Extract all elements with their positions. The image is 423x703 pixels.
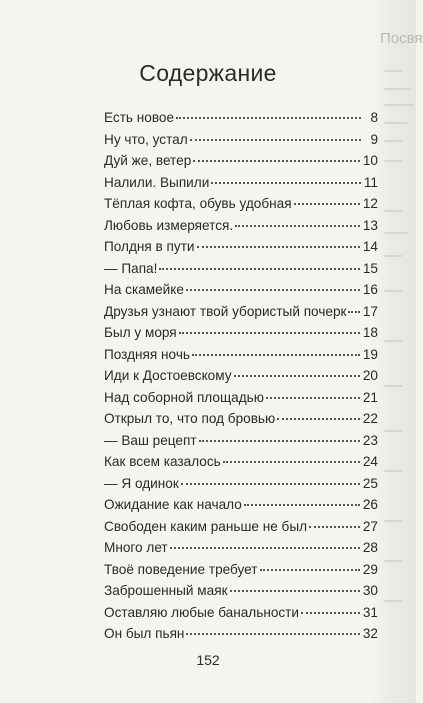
toc-entry — [104, 215, 378, 237]
dot-leader — [192, 353, 360, 356]
facing-page-text-line — [384, 140, 402, 142]
dot-leader — [193, 159, 360, 162]
toc-entry-title: Дуй же, ветер — [104, 153, 192, 168]
toc-entry — [104, 236, 378, 258]
toc-entry-title: Поздняя ночь — [104, 346, 190, 362]
toc-entry-page: 13 — [362, 217, 378, 233]
toc-entry — [104, 344, 378, 366]
toc-entry-title: Есть новое — [104, 110, 175, 125]
dot-leader — [190, 138, 361, 141]
dot-leader — [234, 374, 360, 377]
facing-page-text-line — [384, 470, 402, 472]
toc-entry-page: 31 — [362, 604, 378, 620]
dot-leader — [170, 546, 360, 549]
toc-entry-page: 23 — [362, 432, 378, 448]
toc-entry — [104, 451, 378, 473]
dot-leader — [277, 417, 360, 420]
toc-entry-title: Друзья узнают твой убористый почерк — [104, 303, 347, 319]
toc-entry-title: — Папа! — [104, 260, 158, 276]
dot-leader — [294, 202, 360, 205]
dot-leader — [186, 632, 359, 635]
toc-entry-title: — Ваш рецепт — [104, 432, 197, 448]
toc-entry — [104, 430, 378, 452]
dot-leader — [230, 589, 360, 592]
dot-leader — [199, 439, 360, 442]
facing-page-text-line — [384, 340, 402, 342]
toc-entry-page: 24 — [362, 454, 378, 469]
toc-entry — [104, 258, 378, 280]
toc-entry-title: Открыл то, что под бровью — [104, 411, 276, 426]
toc-entry-page: 18 — [362, 325, 378, 340]
toc-entry — [104, 516, 378, 538]
facing-page-text-line — [384, 160, 402, 162]
toc-entry-page: 28 — [362, 540, 378, 555]
toc-entry-page: 30 — [362, 583, 378, 598]
toc-entry — [104, 107, 378, 129]
toc-entry-title: Заброшенный маяк — [104, 583, 228, 598]
toc-entry-page: 9 — [370, 131, 378, 147]
toc-entry-page: 17 — [362, 303, 378, 319]
facing-page-text-line — [384, 430, 402, 432]
toc-entry — [104, 387, 378, 409]
facing-page-bleed — [372, 0, 423, 703]
toc-entry-title: Свободен каким раньше не был — [104, 518, 308, 534]
facing-page-text-line — [384, 88, 411, 90]
toc-entry — [104, 279, 378, 301]
toc-entry — [104, 172, 378, 194]
dot-leader — [266, 396, 360, 399]
toc-entry-title: Он был пьян — [104, 626, 185, 641]
toc-entry-title: — Я одинок — [104, 475, 179, 491]
dot-leader — [235, 224, 360, 227]
toc-entry-page: 27 — [362, 518, 378, 534]
toc-entry — [104, 150, 378, 172]
toc-entry-title: Был у моря — [104, 325, 177, 340]
toc-entry — [104, 193, 378, 215]
facing-page-text-line — [384, 385, 402, 387]
toc-entry — [104, 494, 378, 516]
toc-entry-title: Тёплая кофта, обувь удобная — [104, 196, 292, 211]
toc-entry — [104, 408, 378, 430]
toc-entry-title: Налили. Выпили — [104, 174, 210, 190]
toc-entry-title: Твоё поведение требует — [104, 561, 258, 577]
dot-leader — [181, 482, 360, 485]
toc-entry-page: 19 — [362, 346, 378, 362]
toc-entry — [104, 580, 378, 602]
toc-entry-page: 16 — [362, 282, 378, 297]
facing-page-text-line — [384, 290, 402, 292]
toc-entry-page: 11 — [363, 174, 378, 190]
toc-entry — [104, 473, 378, 495]
dot-leader — [309, 525, 360, 528]
dot-leader — [197, 245, 360, 248]
toc-entry-page: 26 — [362, 497, 378, 512]
toc-entry-page: 29 — [362, 561, 378, 577]
toc-entry-title: Ну что, устал — [104, 131, 188, 147]
toc-entry-title: Полдня в пути — [104, 239, 195, 254]
facing-page-text-line — [384, 600, 402, 602]
toc-entry-page: 15 — [362, 260, 378, 276]
dot-leader — [244, 503, 360, 506]
toc-entry-page: 14 — [362, 239, 378, 254]
toc-entry-title: На скамейке — [104, 282, 184, 297]
toc-entry-title: Оставляю любые банальности — [104, 604, 299, 620]
toc-entry-title: Как всем казалось — [104, 454, 221, 469]
facing-page-heading: Посвя — [380, 30, 423, 47]
facing-page-text-line — [384, 232, 408, 234]
facing-page-text-line — [384, 520, 402, 522]
toc-entry — [104, 537, 378, 559]
dot-leader — [223, 460, 360, 463]
toc-entry-page: 21 — [362, 389, 378, 405]
toc-entry-page: 12 — [362, 196, 378, 211]
dot-leader — [211, 181, 361, 184]
toc-entry-title: Иди к Достоевскому — [104, 368, 232, 383]
toc-entry — [104, 559, 378, 581]
dot-leader — [176, 116, 361, 119]
toc-entry — [104, 365, 378, 387]
dot-leader — [260, 568, 360, 571]
toc-entry-title: Над соборной площадью — [104, 389, 264, 405]
toc-entry — [104, 623, 378, 645]
dot-leader — [159, 267, 359, 270]
toc-entry-title: Любовь измеряется. — [104, 217, 234, 233]
facing-page-text-line — [384, 255, 402, 257]
toc-entry-title: Много лет — [104, 540, 168, 555]
toc-entry-page: 20 — [362, 368, 378, 383]
facing-page-text-line — [384, 560, 402, 562]
toc-entry-page: 22 — [362, 411, 378, 426]
toc-entry — [104, 322, 378, 344]
facing-page-text-line — [384, 122, 408, 124]
toc-entry-page: 8 — [370, 110, 378, 125]
toc-entry — [104, 602, 378, 624]
dot-leader — [186, 288, 360, 291]
table-of-contents — [104, 107, 378, 645]
page-number: 152 — [196, 652, 220, 668]
facing-page-text-line — [384, 104, 414, 106]
toc-entry-title: Ожидание как начало — [104, 497, 242, 512]
dot-leader — [348, 310, 359, 313]
dot-leader — [301, 611, 360, 614]
toc-entry-page: 25 — [362, 475, 378, 491]
page-title: Содержание — [139, 60, 277, 86]
toc-entry-page: 32 — [362, 626, 378, 641]
toc-entry-page: 10 — [362, 153, 378, 168]
dot-leader — [179, 331, 360, 334]
toc-entry — [104, 129, 378, 151]
facing-page-text-line — [384, 210, 402, 212]
toc-entry — [104, 301, 378, 323]
